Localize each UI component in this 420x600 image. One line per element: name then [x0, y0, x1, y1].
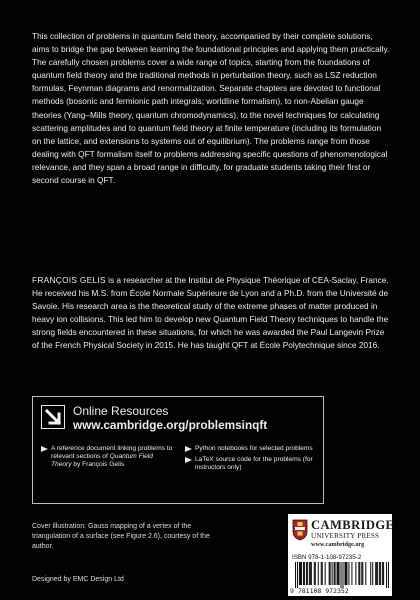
barcode-bar	[311, 562, 312, 585]
book-description	[32, 30, 392, 187]
barcode-bar	[325, 562, 326, 585]
online-resources-title: Online Resources	[73, 404, 169, 418]
resource-book-title: Quantum Field Theory	[51, 453, 153, 469]
isbn-barcode	[288, 552, 392, 596]
barcode-bar	[297, 562, 298, 588]
triangle-bullet-icon	[41, 446, 48, 452]
shield-icon	[292, 519, 308, 541]
barcode-bar	[376, 562, 377, 585]
barcode-bar	[339, 562, 340, 585]
triangle-bullet-icon	[185, 457, 192, 463]
cambridge-logo	[288, 514, 395, 552]
barcode-bar	[362, 562, 363, 585]
barcode-graphic	[295, 562, 389, 588]
resource-item-text: LaTeX source code for the problems (for instructors only)	[195, 456, 313, 472]
publisher-name: CAMBRIDGE	[311, 518, 395, 532]
barcode-bar	[355, 562, 356, 585]
publisher-website: www.cambridge.org	[311, 541, 365, 548]
barcode-bar	[299, 562, 300, 585]
barcode-bar	[365, 562, 366, 585]
barcode-bar	[318, 562, 319, 585]
triangle-bullet-icon	[185, 446, 192, 452]
barcode-bar	[370, 562, 371, 585]
isbn-label: ISBN 978-1-108-97235-2	[292, 554, 362, 561]
barcode-bar	[334, 562, 335, 585]
barcode-bar	[372, 562, 373, 585]
barcode-bar	[303, 562, 304, 585]
resource-item-reference	[41, 445, 175, 470]
barcode-bar	[346, 562, 347, 585]
barcode-bar	[322, 562, 323, 585]
barcode-bar	[335, 562, 336, 585]
online-resources-url[interactable]: www.cambridge.org/problemsinqft	[73, 418, 268, 432]
barcode-bar	[337, 562, 338, 585]
barcode-bar	[338, 562, 339, 585]
barcode-bar	[306, 562, 307, 585]
barcode-bar	[361, 562, 362, 585]
author-name: FRANÇOIS GELIS	[32, 275, 106, 285]
arrow-icon	[41, 405, 65, 429]
cover-credit: Cover illustration: Gauss mapping of a vertex of the triangulation of a surface (see Figure 2.6), courtesy of the author.	[32, 523, 210, 550]
description-paragraph: This collection of problems in quantum field theory, accompanied by their complete solutions, aims to bridge the gap between learning the foundational principles and applying them practically. The carefully chosen problems cover a wide range of topics, starting from the foundations of quantum field theory and the traditional methods in perturbation theory, such as LSZ reduction formulas, Feynman diagrams and renormalization. Separate chapters are devoted to functional methods (bosonic and fermionic path integrals; worldline formalism), to non-Abelian gauge theories (Yang–Mills theory, quantum chromodynamics), to the novel techniques for calculating scattering amplitudes and to quantum field theory at finite temperature (including its formulation on the lattice, and extensions to systems out of equilibrium). The problems range from those dealing with QFT formalism itself to problems addressing specific questions of phenomenological relevance, and they span a broad range in difficulty, for graduate students taking their first or second course in QFT.	[32, 31, 390, 186]
barcode-bar	[351, 562, 352, 585]
resource-list-left	[41, 445, 175, 473]
author-bio-text: is a researcher at the Institut de Physique Théorique of CEA-Saclay, France. He received his M.S. from École Normale Supérieure de Lyon and a Ph.D. from the Université de Savoie. His research area is the theoretical study of the extreme phases of matter produced in heavy ion collisions. This led him to develop new Quantum Field Theory techniques to handle the strong fields encountered in these situations, for which he was awarded the Paul Langevin Prize of the French Physical Society in 2015. He has taught QFT at École Polytechnique since 2016.	[32, 275, 389, 351]
barcode-bar	[307, 562, 308, 585]
resource-item-notebooks	[185, 445, 319, 453]
barcode-bar	[382, 562, 383, 585]
online-resources-header	[41, 403, 313, 441]
barcode-bar	[300, 562, 301, 585]
barcode-bar	[330, 562, 331, 585]
barcode-bar	[315, 562, 316, 585]
resource-item-suffix: by François Gelis	[71, 461, 125, 469]
barcode-bar	[342, 562, 343, 588]
barcode-bar	[309, 562, 310, 585]
barcode-bar	[348, 562, 349, 585]
online-resources-box	[32, 396, 324, 504]
barcode-bar	[301, 562, 302, 585]
barcode-bar	[386, 562, 387, 588]
ean-digits: 9 781108 972352	[290, 587, 349, 595]
barcode-bar	[383, 562, 384, 585]
barcode-bar	[329, 562, 330, 585]
barcode-bar	[314, 562, 315, 585]
barcode-bar	[388, 562, 389, 588]
barcode-bar	[377, 562, 378, 585]
barcode-bar	[332, 562, 333, 585]
barcode-bar	[341, 562, 342, 588]
publisher-press: UNIVERSITY PRESS	[311, 532, 380, 540]
resource-list-right	[185, 445, 319, 476]
resource-item-text: A reference document linking problems to relevant sections of	[51, 445, 173, 461]
barcode-bar	[345, 562, 346, 585]
barcode-bar	[380, 562, 381, 585]
barcode-bar	[359, 562, 360, 585]
barcode-bar	[304, 562, 305, 585]
resource-item-latex	[185, 456, 319, 472]
barcode-bar	[321, 562, 322, 585]
author-bio	[32, 274, 392, 353]
barcode-bar	[295, 562, 296, 588]
designer-credit: Designed by EMC Design Ltd	[32, 576, 124, 583]
barcode-bar	[379, 562, 380, 585]
resource-item-text: Python notebooks for selected problems	[195, 445, 313, 452]
barcode-bar	[358, 562, 359, 585]
barcode-bar	[375, 562, 376, 585]
barcode-bar	[344, 562, 345, 585]
barcode-bar	[310, 562, 311, 585]
